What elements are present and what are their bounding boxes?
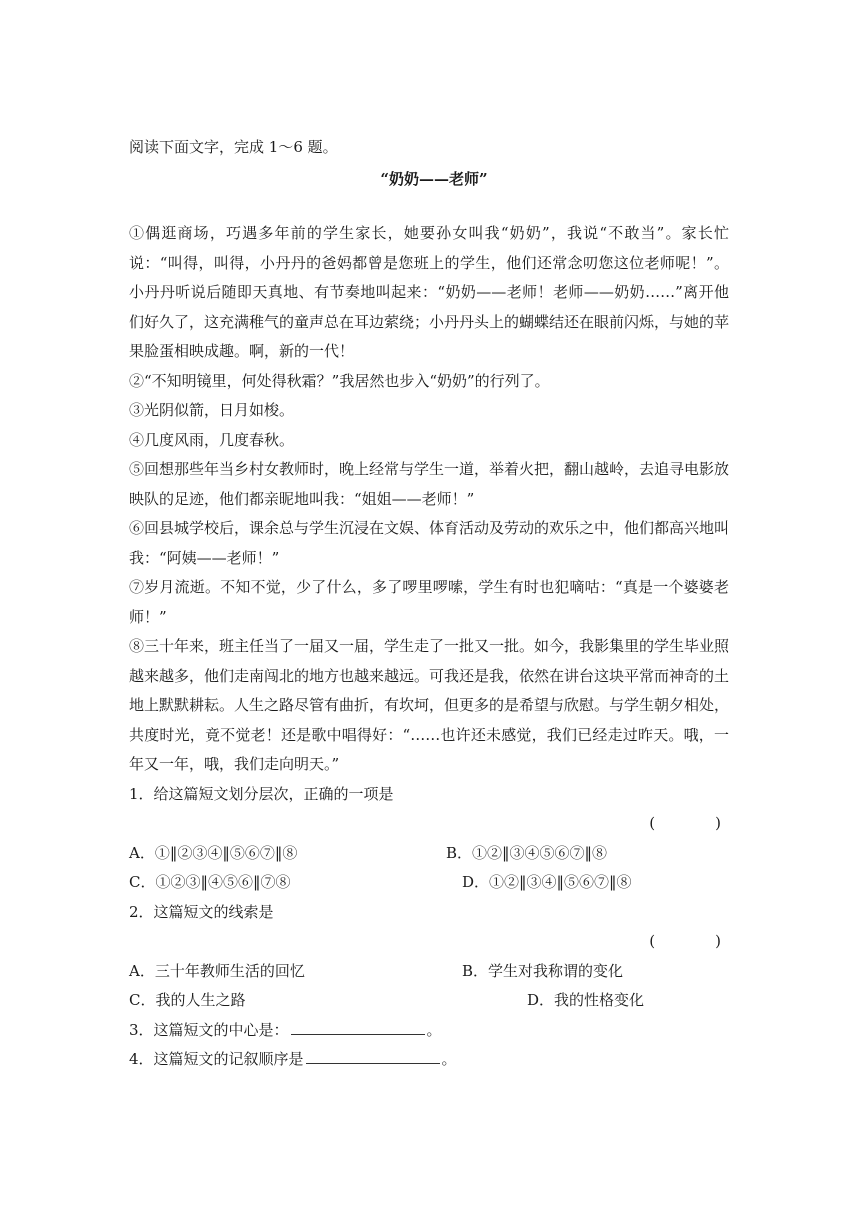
option-c: C．我的人生之路 [129,991,246,1009]
option-d: D．①②‖③④‖⑤⑥⑦‖⑧ [462,873,632,891]
paragraph-3: ③光阴似箭，日月如梭。 [129,401,295,419]
question-3-text: 3．这篇短文的中心是： [129,1020,289,1039]
question-4: 4．这篇短文的记叙顺序是 。 [129,1045,729,1075]
option-b: B．①②‖③④⑤⑥⑦‖⑧ [446,843,608,862]
question-1-answer-bracket: ( ) [649,814,721,832]
answer-blank-line[interactable] [306,1047,440,1064]
question-2-options-row-1 [129,957,729,987]
passage-title: “奶奶——老师” [380,169,488,188]
option-b: B．学生对我称谓的变化 [462,961,624,980]
question-4-text: 4．这篇短文的记叙顺序是 [129,1050,304,1068]
option-a: A．三十年教师生活的回忆 [129,961,305,980]
paragraph-1: ①偶逛商场，巧遇多年前的学生家长，她要孙女叫我“奶奶”，我说“不敢当”。家长忙说：“叫得，叫得，小丹丹的爸妈都曾是您班上的学生，他们还常念叨您这位老师呢！”。小丹丹听说后随即天真地、有节奏地叫起来：“奶奶——老师！老师——奶奶……”离开他们好久了，这充满稚气的童声总在耳边萦绕；小丹丹头上的蝴蝶结还在眼前闪烁，与她的苹果脸蛋相映成趣。啊，新的一代！ [129,224,730,360]
paragraph-6: ⑥回县城学校后，课余总与学生沉浸在文娱、体育活动及劳动的欢乐之中，他们都高兴地叫我：“阿姨——老师！” [129,519,730,567]
document-content [129,133,729,1075]
question-2-text: 2．这篇短文的线索是 [129,902,274,921]
paragraph-4: ④几度风雨，几度春秋。 [129,430,295,449]
instruction-text: 阅读下面文字，完成 1～6 题。 [129,138,338,156]
question-1-text: 1．给这篇短文划分层次，正确的一项是 [129,784,394,803]
paragraph-8: ⑧三十年来，班主任当了一届又一届，学生走了一批又一批。如今，我影集里的学生毕业照越来越多，他们走南闯北的地方也越来越远。可我还是我，依然在讲台这块平常而神奇的土地上默默耕耘。人生之路尽管有曲折，有坎坷，但更多的是希望与欣慰。与学生朝夕相处，共度时光，竟不觉老！还是歌中唱得好：“……也许还未感觉，我们已经走过昨天。哦，一年又一年，哦，我们走向明天。” [129,637,730,773]
option-c: C．①②③‖④⑤⑥‖⑦⑧ [129,873,291,891]
paragraph-5: ⑤回想那些年当乡村女教师时，晚上经常与学生一道，举着火把，翻山越岭，去追寻电影放映队的足迹，他们都亲昵地叫我：“姐姐——老师！” [129,460,730,508]
question-2-answer-bracket: ( ) [649,932,721,950]
question-2-options-row-2 [129,986,729,1016]
paragraph-7: ⑦岁月流逝。不知不觉，少了什么，多了啰里啰嗦，学生有时也犯嘀咕：“真是一个婆婆老师！” [129,578,729,626]
question-1-options-row-2 [129,868,729,898]
option-a: A．①‖②③④‖⑤⑥⑦‖⑧ [129,843,298,862]
question-1-options-row-1 [129,839,729,869]
paragraph-2: ②“不知明镜里，何处得秋霜？”我居然也步入“奶奶”的行列了。 [129,371,550,390]
option-d: D．我的性格变化 [527,991,645,1009]
answer-blank-line[interactable] [291,1018,425,1035]
question-3: 3．这篇短文的中心是： 。 [129,1016,729,1046]
